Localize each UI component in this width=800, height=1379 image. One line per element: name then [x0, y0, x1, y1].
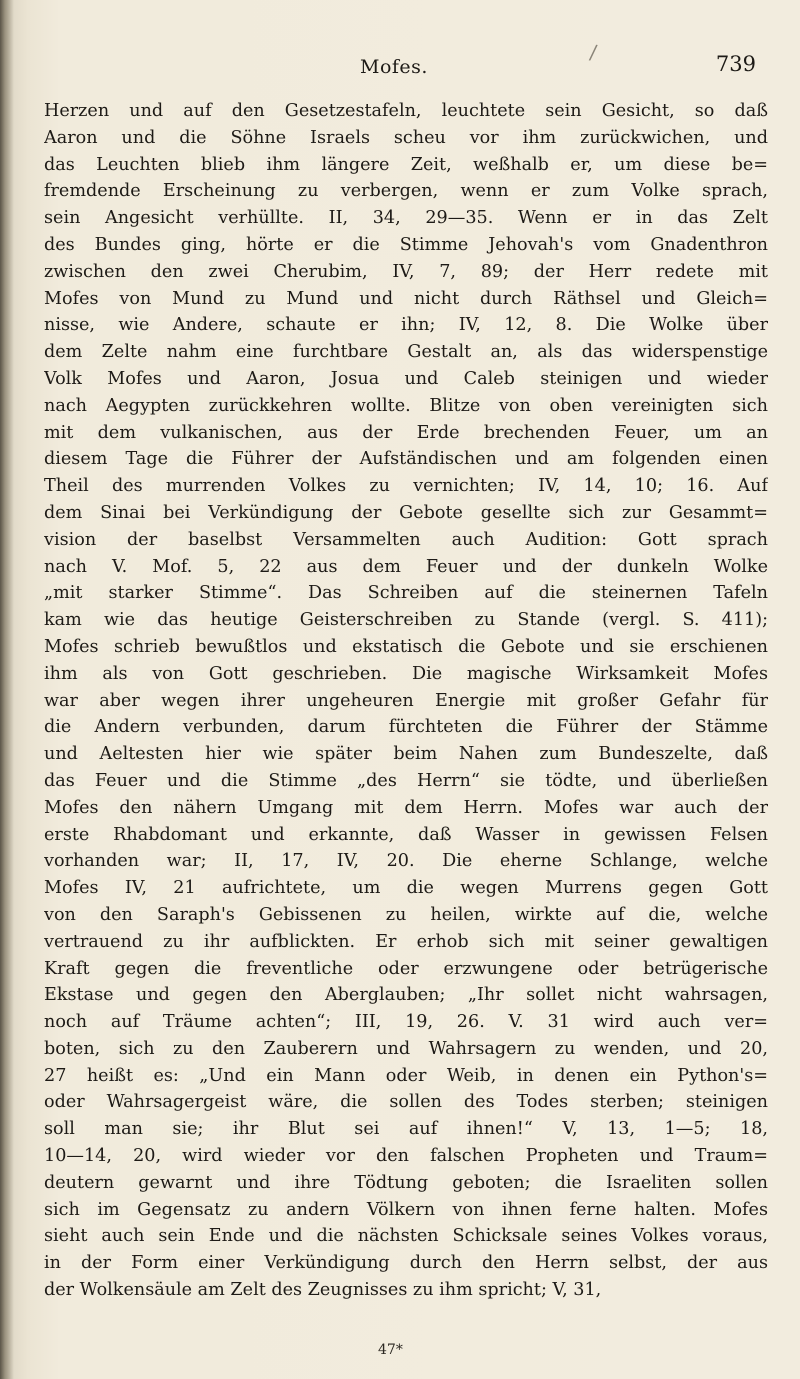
text-line: 27 heißt es: „Und ein Mann oder Weib, in denen ein Python's=: [44, 1065, 768, 1086]
text-line: soll man sie; ihr Blut sei auf ihnen!“ V, 13, 1—5; 18,: [44, 1119, 768, 1140]
text-line: deutern gewarnt und ihre Tödtung geboten; die Israeliten sollen: [44, 1172, 768, 1193]
text-line: ihm als von Gott geschrieben. Die magische Wirksamkeit Mofes: [44, 663, 768, 684]
text-line: fremdende Erscheinung zu verbergen, wenn er zum Volke sprach,: [44, 181, 768, 202]
text-line: zwischen den zwei Cherubim, IV, 7, 89; der Herr redete mit: [44, 261, 768, 282]
text-line: mit dem vulkanischen, aus der Erde brechenden Feuer, um an: [44, 422, 768, 443]
text-line: kam wie das heutige Geisterschreiben zu Stande (vergl. S. 411);: [44, 610, 768, 631]
text-line: Herzen und auf den Gesetzestafeln, leuchtete sein Gesicht, so daß: [44, 101, 768, 121]
text-line: dem Zelte nahm eine furchtbare Gestalt an, als das widerspenstige: [44, 342, 768, 363]
text-line: sich im Gegensatz zu andern Völkern von ihnen ferne halten. Mofes: [44, 1199, 768, 1220]
text-line: sieht auch sein Ende und die nächsten Schicksale seines Volkes voraus,: [44, 1226, 768, 1247]
text-line: vorhanden war; II, 17, IV, 20. Die eherne Schlange, welche: [44, 851, 768, 872]
text-line: 10—14, 20, wird wieder vor den falschen Propheten und Traum=: [44, 1146, 768, 1167]
text-line: Mofes den nähern Umgang mit dem Herrn. Mofes war auch der: [44, 797, 768, 818]
text-line: boten, sich zu den Zauberern und Wahrsagern zu wenden, und 20,: [44, 1038, 768, 1059]
text-line: Kraft gegen die freventliche oder erzwungene oder betrügerische: [44, 958, 768, 979]
text-line: Aaron und die Söhne Israels scheu vor ihm zurückwichen, und: [44, 127, 768, 148]
text-line: nisse, wie Andere, schaute er ihn; IV, 12, 8. Die Wolke über: [44, 315, 768, 336]
printer-signature: 47*: [378, 1342, 403, 1358]
text-line: war aber wegen ihrer ungeheuren Energie mit großer Gefahr für: [44, 690, 768, 711]
text-line: noch auf Träume achten“; III, 19, 26. V. 31 wird auch ver=: [44, 1012, 768, 1033]
text-line: oder Wahrsagergeist wäre, die sollen des Todes sterben; steinigen: [44, 1092, 768, 1113]
text-line: der Wolkensäule am Zelt des Zeugnisses zu ihm spricht; V, 31,: [44, 1280, 602, 1301]
text-line: von den Saraph's Gebissenen zu heilen, wirkte auf die, welche: [44, 904, 768, 925]
text-line: und Aeltesten hier wie später beim Nahen zum Bundeszelte, daß: [44, 744, 768, 765]
text-line: die Andern verbunden, darum fürchteten die Führer der Stämme: [44, 717, 768, 738]
text-line: in der Form einer Verkündigung durch den Herrn selbst, der aus: [44, 1253, 768, 1274]
running-title: Mofes.: [360, 56, 428, 78]
text-line: das Leuchten blieb ihm längere Zeit, weßhalb er, um diese be=: [44, 154, 768, 175]
text-line: dem Sinai bei Verkündigung der Gebote gesellte sich zur Gesammt=: [44, 502, 768, 523]
text-line: erste Rhabdomant und erkannte, daß Wasser in gewissen Felsen: [44, 824, 768, 845]
page-number: 739: [715, 52, 756, 76]
text-line: Theil des murrenden Volkes zu vernichten; IV, 14, 10; 16. Auf: [44, 476, 768, 497]
body-text: [44, 98, 768, 1304]
text-line: Mofes IV, 21 aufrichtete, um die wegen Murrens gegen Gott: [44, 878, 768, 899]
text-line: Mofes von Mund zu Mund und nicht durch Räthsel und Gleich=: [44, 288, 768, 309]
text-line: nach V. Mof. 5, 22 aus dem Feuer und der dunkeln Wolke: [44, 556, 768, 577]
binding-shadow: [0, 0, 14, 1379]
text-line: das Feuer und die Stimme „des Herrn“ sie tödte, und überließen: [44, 770, 768, 791]
text-line: nach Aegypten zurückkehren wollte. Blitze von oben vereinigten sich: [44, 395, 768, 416]
text-line: „mit starker Stimme“. Das Schreiben auf die steinernen Tafeln: [44, 583, 768, 604]
running-head: [0, 52, 800, 86]
margin-mark: /: [588, 39, 599, 65]
text-line: vertrauend zu ihr aufblickten. Er erhob sich mit seiner gewaltigen: [44, 931, 768, 952]
text-line: des Bundes ging, hörte er die Stimme Jehovah's vom Gnadenthron: [44, 234, 768, 255]
text-line: Volk Mofes und Aaron, Josua und Caleb steinigen und wieder: [44, 368, 768, 389]
text-line: Mofes schrieb bewußtlos und ekstatisch die Gebote und sie erschienen: [44, 636, 768, 657]
text-line: diesem Tage die Führer der Aufständischen und am folgenden einen: [44, 449, 768, 470]
text-line: sein Angesicht verhüllte. II, 34, 29—35. Wenn er in das Zelt: [44, 208, 768, 229]
text-line: vision der baselbst Versammelten auch Audition: Gott sprach: [44, 529, 768, 550]
text-line: Ekstase und gegen den Aberglauben; „Ihr sollet nicht wahrsagen,: [44, 985, 768, 1006]
